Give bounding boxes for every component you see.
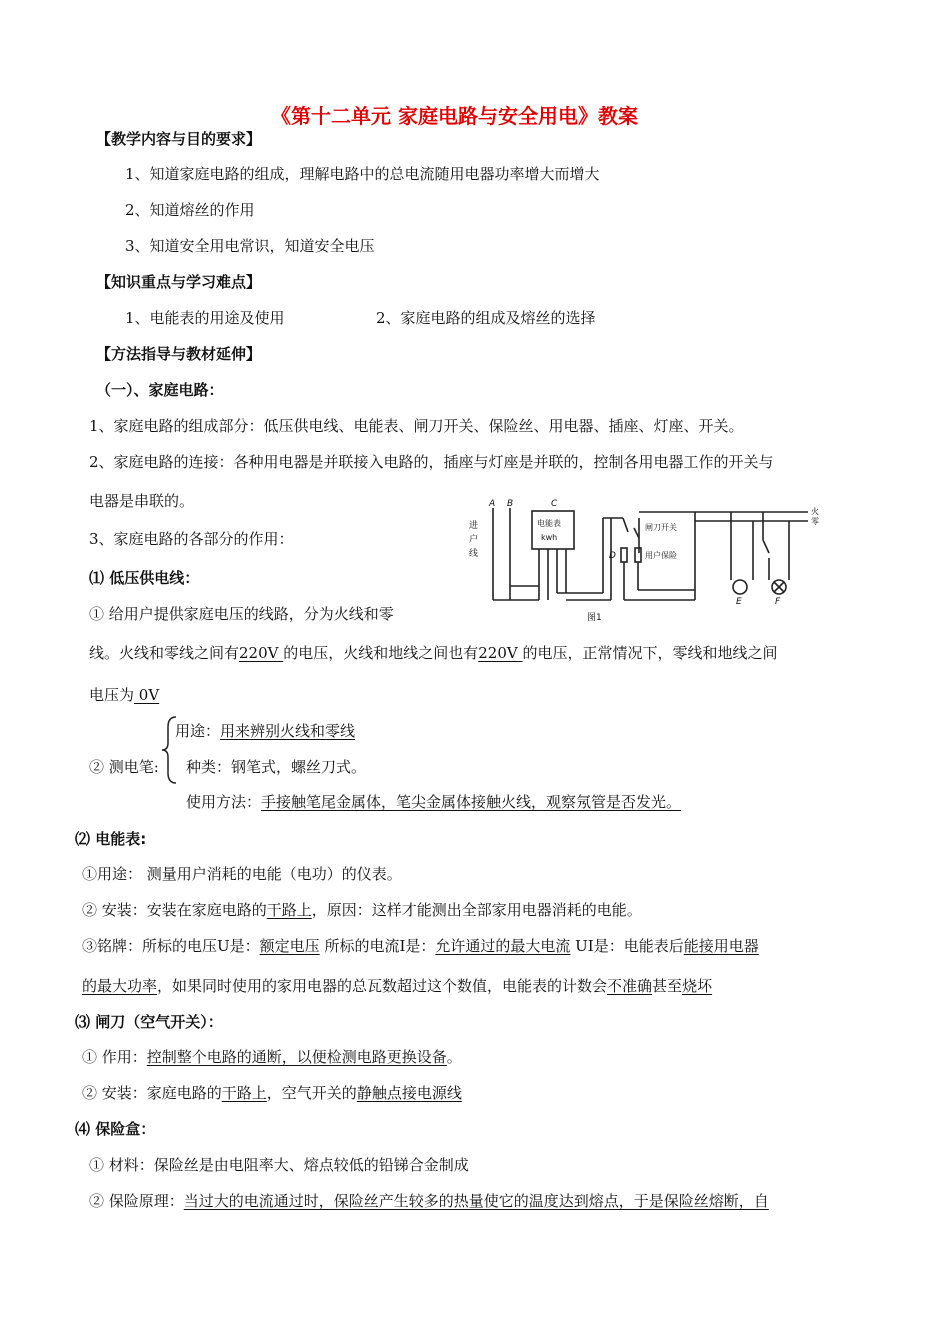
subheading-fuse-box: ⑷ 保险盒： xyxy=(75,1120,156,1138)
meter-nameplate-line2: 的最大功率，如果同时使用的家用电器的总瓦数超过这个数值，电能表的计数会不准确甚至烧坏 xyxy=(82,977,713,995)
label-inlet-2: 户 xyxy=(469,535,479,545)
supply-line-1: ① 给用户提供家庭电压的线路，分为火线和零 xyxy=(89,605,394,623)
electric-meter-box xyxy=(532,511,574,549)
goal-item-1: 1、知道家庭电路的组成，理解电路中的总电流随用电器功率增大而增大 xyxy=(125,165,600,183)
paragraph-connection-line1: 2、家庭电路的连接：各种用电器是并联接入电路的，插座与灯座是并联的，控制各用电器工作的开关与 xyxy=(89,453,774,471)
label-inlet-1: 进 xyxy=(469,521,479,531)
label-d: D xyxy=(609,551,616,561)
fuse-principle: ② 保险原理：当过大的电流通过时，保险丝产生较多的热量使它的温度达到熔点，于是保险丝熔断，自 xyxy=(89,1192,769,1210)
test-pen-use: 用途：用来辨别火线和零线 xyxy=(175,722,356,740)
blank-0v: 0V xyxy=(134,686,160,704)
paragraph-components: 1、家庭电路的组成部分：低压供电线、电能表、闸刀开关、保险丝、用电器、插座、灯座、开关。 xyxy=(89,417,744,435)
heading-teaching-goals: 【教学内容与目的要求】 xyxy=(96,130,262,148)
switch-install: ② 安装：家庭电路的干路上，空气开关的静触点接电源线 xyxy=(82,1084,462,1102)
switch-function: ① 作用：控制整个电路的通断，以便检测电路更换设备。 xyxy=(82,1048,462,1066)
subheading-household-circuit: （一）、家庭电路： xyxy=(96,381,224,399)
key-point-1: 1、电能表的用途及使用 xyxy=(125,309,285,327)
supply-line-3: 电压为 0V xyxy=(89,686,160,704)
meter-use: ①用途： 测量用户消耗的电能（电功）的仪表。 xyxy=(82,865,402,883)
label-f: F xyxy=(775,597,781,607)
page-title: 《第十二单元 家庭电路与安全用电》教案 xyxy=(271,104,638,128)
label-b: B xyxy=(507,499,514,509)
label-user-fuse: 用户保险 xyxy=(645,551,677,560)
blank-220v-2: 220V xyxy=(478,644,523,662)
supply-line-2: 线。火线和零线之间有220V 的电压，火线和地线之间也有220V 的电压，正常情况下，零线和地线之间 xyxy=(89,644,778,662)
label-e: E xyxy=(736,597,742,607)
label-neutral: 零 xyxy=(811,517,819,526)
heading-method-guide: 【方法指导与教材延伸】 xyxy=(96,345,262,363)
fuse-material: ① 材料：保险丝是由电阻率大、熔点较低的铅锑合金制成 xyxy=(89,1156,469,1174)
meter-install: ② 安装：安装在家庭电路的干路上，原因：这样才能测出全部家用电器消耗的电能。 xyxy=(82,901,642,919)
subheading-knife-switch: ⑶ 闸刀（空气开关）： xyxy=(75,1013,223,1031)
household-circuit-diagram xyxy=(463,498,835,626)
goal-item-3: 3、知道安全用电常识，知道安全电压 xyxy=(125,237,375,255)
heading-key-points: 【知识重点与学习难点】 xyxy=(96,273,262,291)
blank-220v-1: 220V xyxy=(239,644,284,662)
label-a: A xyxy=(489,499,496,509)
meter-nameplate-line1: ③铭牌：所标的电压U是：额定电压 所标的电流I是：允许通过的最大电流 UI是：电能表后能接用电器 xyxy=(82,937,759,955)
paragraph-connection-line2: 电器是串联的。 xyxy=(89,492,195,510)
label-c: C xyxy=(551,499,558,509)
socket-e xyxy=(733,580,747,594)
key-point-2: 2、家庭电路的组成及熔丝的选择 xyxy=(376,309,596,327)
label-live: 火 xyxy=(811,507,819,516)
test-pen-label: ② 测电笔: xyxy=(89,758,159,776)
subheading-supply-line: ⑴ 低压供电线： xyxy=(89,569,200,587)
label-knife-switch: 闸刀开关 xyxy=(645,523,677,532)
subheading-meter: ⑵ 电能表: xyxy=(75,830,147,848)
label-meter: 电能表 xyxy=(537,519,561,528)
figure-caption: 图1 xyxy=(587,613,602,623)
label-inlet-3: 线 xyxy=(469,549,479,559)
test-pen-method: 使用方法：手接触笔尾金属体，笔尖金属体接触火线，观察氖管是否发光。 xyxy=(186,793,682,811)
test-pen-kind: 种类：钢笔式，螺丝刀式。 xyxy=(186,758,367,776)
goal-item-2: 2、知道熔丝的作用 xyxy=(125,201,255,219)
paragraph-functions: 3、家庭电路的各部分的作用： xyxy=(89,530,294,548)
label-meter-unit: kwh xyxy=(541,533,558,542)
